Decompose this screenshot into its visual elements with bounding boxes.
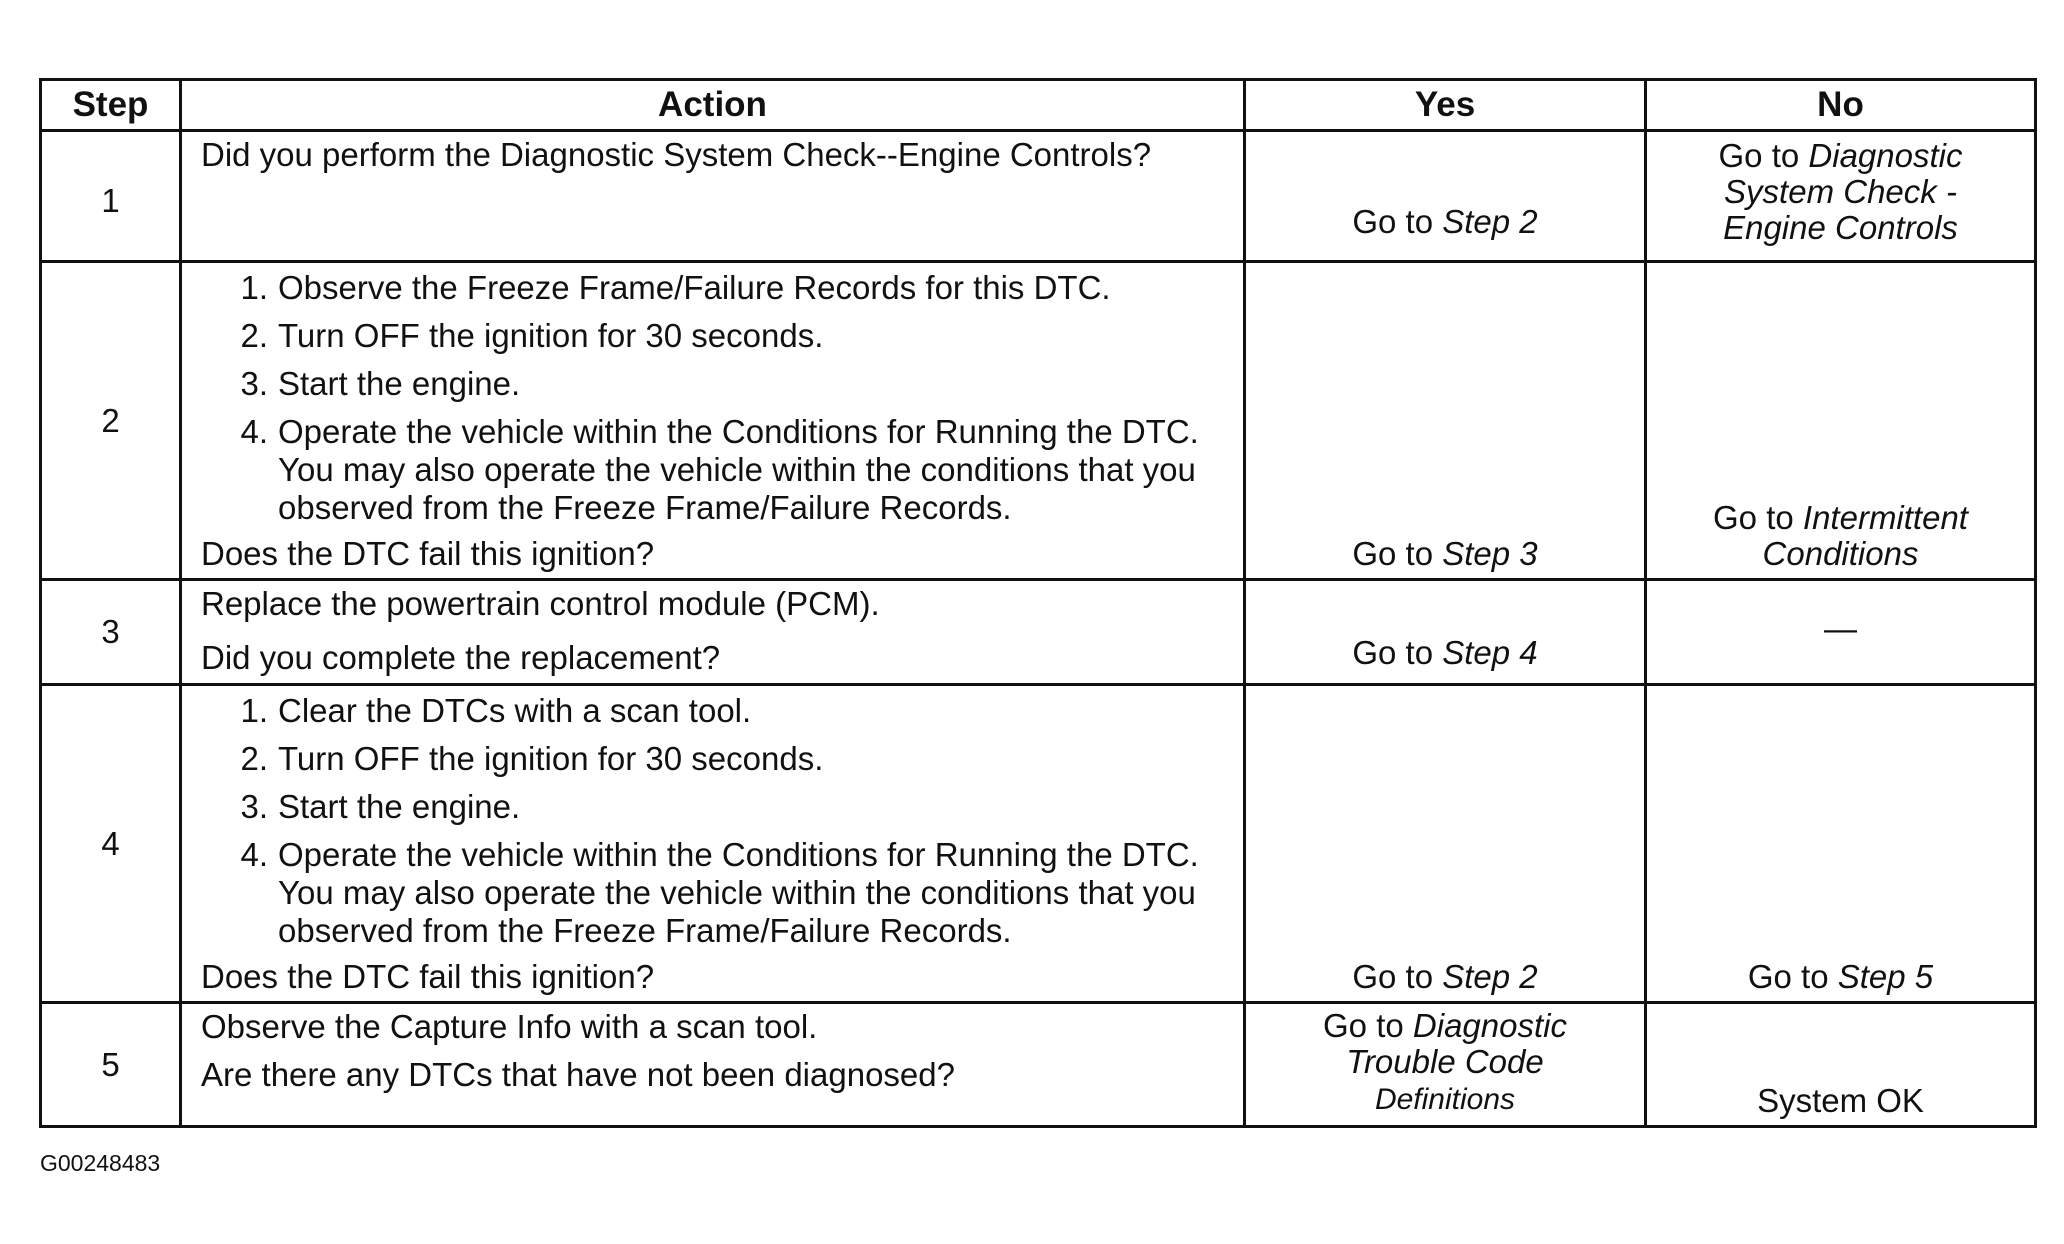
- yes-link[interactable]: Step 3: [1442, 535, 1538, 572]
- action-question: Did you perform the Diagnostic System Check--Engine Controls?: [201, 136, 1152, 173]
- diagnostic-table: [39, 78, 2037, 1128]
- action-steps-list: [201, 269, 1223, 527]
- yes-cell: [1245, 131, 1646, 262]
- yes-prefix: Go to: [1352, 535, 1434, 572]
- action-question: Does the DTC fail this ignition?: [201, 535, 655, 572]
- action-instruction: Observe the Capture Info with a scan tool.: [201, 1008, 818, 1045]
- list-item: 3. Start the engine.: [240, 788, 521, 825]
- header-step: Step: [41, 80, 181, 131]
- table-row: [41, 131, 2036, 262]
- no-cell: [1646, 131, 2036, 262]
- no-cell: [1646, 685, 2036, 1003]
- header-action: Action: [181, 80, 1245, 131]
- header-yes: Yes: [1245, 80, 1646, 131]
- step-number: 3: [41, 580, 181, 685]
- no-link[interactable]: Intermittent Conditions: [1762, 499, 1968, 572]
- action-cell: [181, 580, 1245, 685]
- no-link[interactable]: Diagnostic System Check - Engine Controls: [1723, 137, 1963, 246]
- no-prefix: Go to: [1718, 137, 1800, 174]
- yes-cell: [1245, 262, 1646, 580]
- yes-prefix: Go to: [1352, 634, 1434, 671]
- yes-link[interactable]: Step 2: [1442, 203, 1538, 240]
- yes-prefix: Go to: [1323, 1007, 1404, 1044]
- table-row: [41, 580, 2036, 685]
- list-item: 4. Operate the vehicle within the Conditions for Running the DTC. You may also operate the vehicle within the conditions that you observed from the Freeze Frame/Failure Records.: [240, 836, 1199, 949]
- yes-link[interactable]: Step 4: [1442, 634, 1538, 671]
- no-prefix: Go to: [1713, 499, 1794, 536]
- step-number: 4: [41, 685, 181, 1003]
- yes-link[interactable]: Diagnostic Trouble Code: [1346, 1007, 1567, 1080]
- action-cell: [181, 262, 1245, 580]
- action-cell: [181, 1003, 1245, 1127]
- list-item: 2. Turn OFF the ignition for 30 seconds.: [240, 740, 824, 777]
- yes-prefix: Go to: [1352, 958, 1434, 995]
- no-link[interactable]: Step 5: [1837, 958, 1934, 995]
- list-item: 1. Clear the DTCs with a scan tool.: [240, 692, 752, 729]
- list-item: 2. Turn OFF the ignition for 30 seconds.: [240, 317, 824, 354]
- action-steps-list: [201, 692, 1223, 950]
- step-number: 1: [41, 131, 181, 262]
- action-cell: [181, 131, 1245, 262]
- no-cell: [1646, 580, 2036, 685]
- list-item: 3. Start the engine.: [240, 365, 521, 402]
- step-number: 2: [41, 262, 181, 580]
- yes-cell: [1245, 685, 1646, 1003]
- list-item: 4. Operate the vehicle within the Conditions for Running the DTC. You may also operate the vehicle within the conditions that you observed from the Freeze Frame/Failure Records.: [240, 413, 1199, 526]
- table-row: [41, 685, 2036, 1003]
- no-prefix: Go to: [1747, 958, 1829, 995]
- step-number: 5: [41, 1003, 181, 1127]
- figure-id: G00248483: [40, 1150, 161, 1176]
- table-row: [41, 1003, 2036, 1127]
- no-cell: [1646, 1003, 2036, 1127]
- no-result: System OK: [1757, 1082, 1924, 1119]
- yes-cell: [1245, 580, 1646, 685]
- action-cell: [181, 685, 1245, 1003]
- no-cell: [1646, 262, 2036, 580]
- header-no: No: [1646, 80, 2036, 131]
- yes-link-continued[interactable]: Definitions: [1374, 1083, 1516, 1116]
- action-instruction: Replace the powertrain control module (PCM).: [201, 585, 880, 622]
- list-item: 1. Observe the Freeze Frame/Failure Records for this DTC.: [240, 269, 1111, 306]
- header-row: [41, 80, 2036, 131]
- yes-cell: [1245, 1003, 1646, 1127]
- action-question: Did you complete the replacement?: [201, 639, 721, 676]
- table-row: [41, 262, 2036, 580]
- action-question: Are there any DTCs that have not been diagnosed?: [201, 1056, 955, 1093]
- action-question: Does the DTC fail this ignition?: [201, 958, 655, 995]
- no-dash: —: [1824, 610, 1857, 647]
- yes-link[interactable]: Step 2: [1442, 958, 1538, 995]
- yes-prefix: Go to: [1352, 203, 1434, 240]
